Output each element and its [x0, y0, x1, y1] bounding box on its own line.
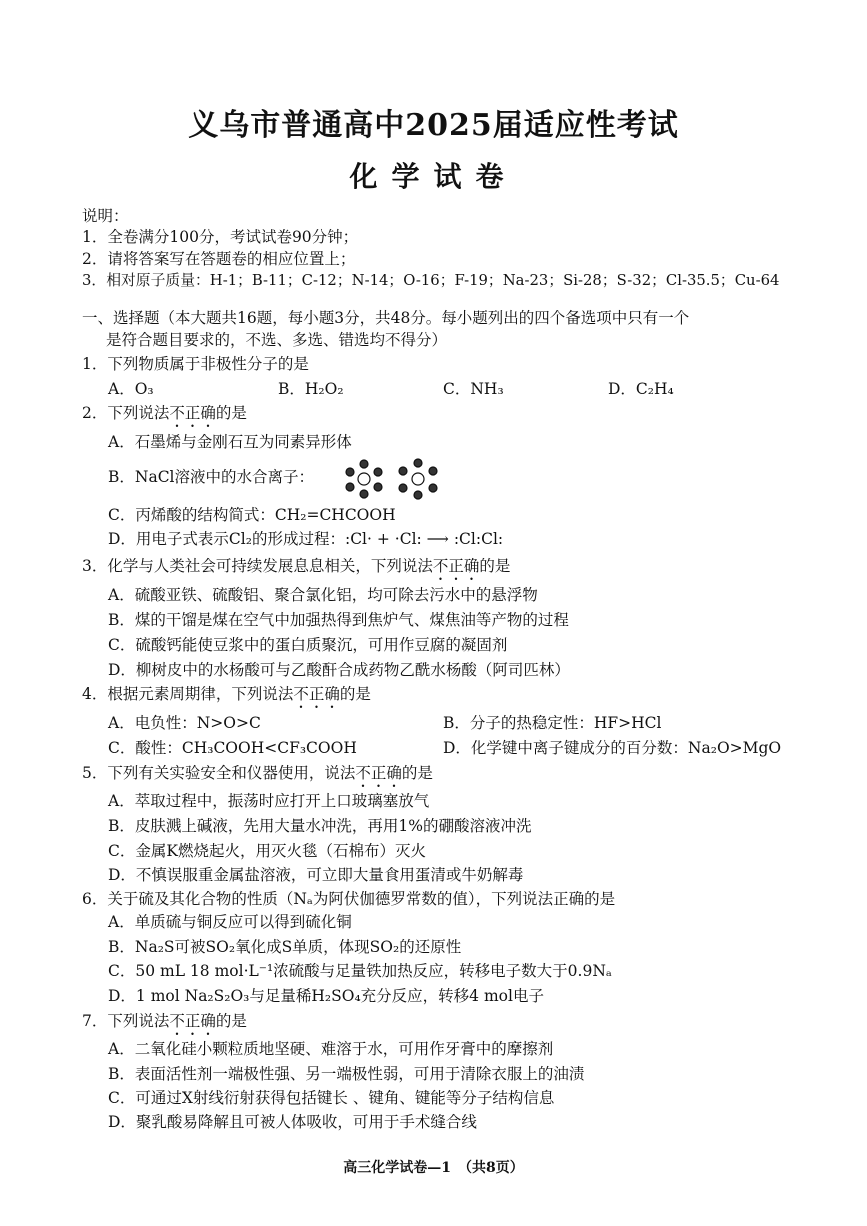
emphasis-mark: 不正确 — [169, 1012, 216, 1030]
q1-option-c: C．NH₃ — [443, 380, 504, 398]
emphasis-mark: 不正确 — [355, 764, 402, 782]
q1-option-d: D．C₂H₄ — [608, 380, 674, 398]
question-3-stem: 3．化学与人类社会可持续发展息息相关，下列说法不正确的是 — [82, 557, 511, 575]
q7-option-d: D．聚乳酸易降解且可被人体吸收，可用于手术缝合线 — [108, 1113, 477, 1131]
q4-option-c: C．酸性：CH₃COOH<CF₃COOH — [108, 739, 357, 757]
q1-option-a: A．O₃ — [108, 380, 154, 398]
section-heading: 一、选择题（本大题共16题，每小题3分，共48分。每小题列出的四个备选项中只有一个 — [82, 309, 690, 327]
q2-option-d: D．用电子式表示Cl₂的形成过程：:Cl· + ·Cl: ⟶ :Cl:Cl: — [108, 530, 504, 548]
question-4-stem: 4．根据元素周期律，下列说法不正确的是 — [82, 685, 371, 703]
q5-option-a: A．萃取过程中，振荡时应打开上口玻璃塞放气 — [108, 792, 430, 810]
emphasis-mark: 不正确 — [293, 685, 340, 703]
q1-option-b: B．H₂O₂ — [278, 380, 344, 398]
question-7-stem: 7．下列说法不正确的是 — [82, 1012, 247, 1030]
q4-option-b: B．分子的热稳定性：HF>HCl — [443, 714, 662, 732]
question-5-stem: 5．下列有关实验安全和仪器使用，说法不正确的是 — [82, 764, 433, 782]
question-6-stem: 6．关于硫及其化合物的性质（Nₐ为阿伏伽德罗常数的值），下列说法正确的是 — [82, 890, 616, 908]
section-heading-cont: 是符合题目要求的，不选、多选、错选均不得分） — [106, 331, 448, 349]
instruction-item: 2．请将答案写在答题卷的相应位置上； — [82, 250, 356, 268]
q7-option-c: C．可通过X射线衍射获得包括键长 、键角、键能等分子结构信息 — [108, 1089, 555, 1107]
q3-option-d: D．柳树皮中的水杨酸可与乙酸酐合成药物乙酰水杨酸（阿司匹林） — [108, 661, 570, 679]
instructions-heading: 说明： — [82, 207, 129, 225]
q4-option-d: D．化学键中离子键成分的百分数：Na₂O>MgO — [443, 739, 782, 757]
q6-option-d: D．1 mol Na₂S₂O₃与足量稀H₂SO₄充分反应，转移4 mol电子 — [108, 987, 544, 1005]
q2-option-c: C．丙烯酸的结构简式：CH₂=CHCOOH — [108, 506, 396, 524]
q6-option-a: A．单质硫与铜反应可以得到硫化铜 — [108, 913, 352, 931]
emphasis-mark: 不正确 — [169, 404, 216, 422]
q5-option-b: B．皮肤溅上碱液，先用大量水冲洗，再用1%的硼酸溶液冲洗 — [108, 817, 532, 835]
question-1-stem: 1．下列物质属于非极性分子的是 — [82, 355, 309, 373]
instruction-item: 3．相对原子质量：H-1；B-11；C-12；N-14；O-16；F-19；Na-23；Si-28；S-32；Cl-35.5；Cu-64 — [82, 272, 780, 289]
q7-option-b: B．表面活性剂一端极性强、另一端极性弱，可用于清除衣服上的油渍 — [108, 1065, 585, 1083]
q5-option-c: C．金属K燃烧起火，用灭火毯（石棉布）灭火 — [108, 842, 426, 860]
electron-formula: :Cl· + ·Cl: ⟶ :Cl:Cl: — [344, 530, 504, 548]
q7-option-a: A．二氧化硅小颗粒质地坚硬、难溶于水，可用作牙膏中的摩擦剂 — [108, 1040, 554, 1058]
q3-option-c: C．硫酸钙能使豆浆中的蛋白质聚沉，可用作豆腐的凝固剂 — [108, 636, 508, 654]
q4-option-a: A．电负性：N>O>C — [108, 714, 261, 732]
q2-option-b: B．NaCl溶液中的水合离子： — [108, 468, 315, 486]
q6-option-b: B．Na₂S可被SO₂氧化成S单质，体现SO₂的还原性 — [108, 938, 462, 956]
q5-option-d: D．不慎误服重金属盐溶液，可立即大量食用蛋清或牛奶解毒 — [108, 866, 524, 884]
question-2-stem: 2．下列说法不正确的是 — [82, 404, 247, 422]
emphasis-mark: 不正确 — [432, 557, 480, 575]
q6-option-c: C．50 mL 18 mol·L⁻¹浓硫酸与足量铁加热反应，转移电子数大于0.9Nₐ — [108, 962, 612, 980]
page-footer: 高三化学试卷—1 （共8页） — [343, 1160, 524, 1176]
q2-option-a: A．石墨烯与金刚石互为同素异形体 — [108, 433, 352, 451]
instruction-item: 1．全卷满分100分，考试试卷90分钟； — [82, 228, 359, 246]
q3-option-b: B．煤的干馏是煤在空气中加强热得到焦炉气、煤焦油等产物的过程 — [108, 611, 569, 629]
hydrated-ion-diagram — [340, 455, 445, 503]
exam-subtitle: 化学试卷 — [349, 160, 518, 193]
q3-option-a: A．硫酸亚铁、硫酸铝、聚合氯化铝，均可除去污水中的悬浮物 — [108, 586, 538, 604]
exam-title: 义乌市普通高中2025届适应性考试 — [188, 108, 679, 143]
